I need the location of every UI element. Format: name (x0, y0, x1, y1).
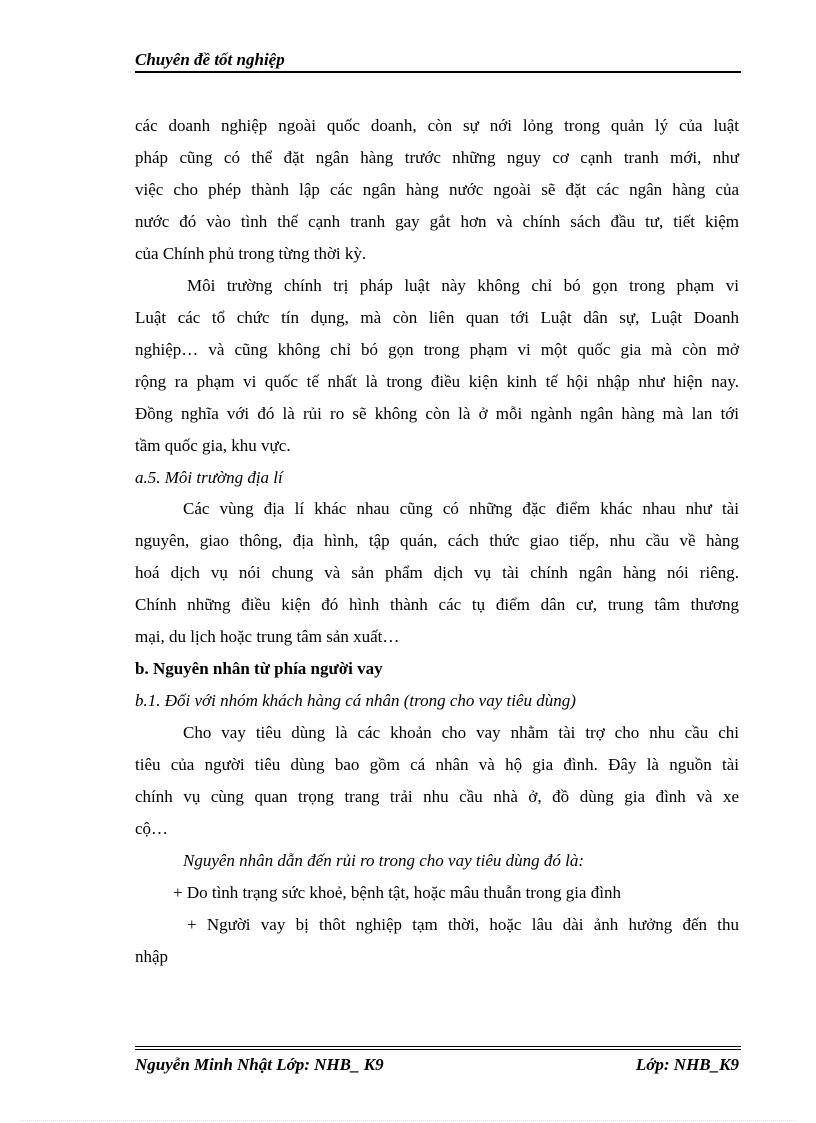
paragraph-line: việc cho phép thành lập các ngân hàng nước ngoài sẽ đặt các ngân hàng của (135, 180, 739, 199)
section-heading-b: b. Nguyên nhân từ phía người vay (135, 659, 383, 678)
paragraph-line: rộng ra phạm vi quốc tế nhất là trong điều kiện kinh tế hội nhập như hiện nay. (135, 372, 739, 391)
paragraph-line: pháp cũng có thể đặt ngân hàng trước những nguy cơ cạnh tranh mới, như (135, 148, 739, 167)
bullet-line: + Người vay bị thôt nghiệp tạm thời, hoặc lâu dài ảnh hưởng đến thu (187, 915, 739, 934)
paragraph-line: Đồng nghĩa với đó là rủi ro sẽ không còn là ở mỗi ngành ngân hàng mà lan tới (135, 404, 739, 423)
paragraph-line: Môi trường chính trị pháp luật này không chỉ bó gọn trong phạm vi (187, 276, 739, 295)
paragraph-line: Chính những điều kiện đó hình thành các tụ điểm dân cư, trung tâm thương (135, 595, 739, 614)
page-edge (20, 1120, 796, 1121)
paragraph-line: mại, du lịch hoặc trung tâm sản xuất… (135, 627, 400, 646)
header-rule (135, 71, 741, 73)
paragraph-line: tầm quốc gia, khu vực. (135, 436, 291, 455)
page-footer (135, 1046, 741, 1082)
paragraph-line: nghiệp… và cũng không chỉ bó gọn trong phạm vi một quốc gia mà còn mở (135, 340, 739, 359)
paragraph-line: Các vùng địa lí khác nhau cũng có những đặc điểm khác nhau như tài (183, 499, 739, 518)
paragraph-line: Luật các tổ chức tín dụng, mà còn liên quan tới Luật dân sự, Luật Doanh (135, 308, 739, 327)
header-title: Chuyên đề tốt nghiệp (135, 50, 285, 69)
paragraph-line: chính vụ cùng quan trọng trang trải nhu cầu nhà ở, đồ dùng gia đình và xe (135, 787, 739, 806)
paragraph-line: các doanh nghiệp ngoài quốc doanh, còn sự nới lỏng trong quản lý của luật (135, 116, 739, 135)
italic-intro-line: Nguyên nhân dẫn đến rủi ro trong cho vay tiêu dùng đó là: (183, 851, 585, 870)
document-body (135, 110, 739, 973)
footer-class: Lớp: NHB_K9 (635, 1055, 739, 1074)
footer-author: Nguyễn Minh Nhật Lớp: NHB_ K9 (135, 1055, 384, 1074)
paragraph-line: nhập (135, 947, 169, 966)
bullet-line: + Do tình trạng sức khoẻ, bệnh tật, hoặc mâu thuẫn trong gia đình (173, 883, 621, 902)
footer-rule (135, 1046, 741, 1047)
paragraph-line: nguyên, giao thông, địa hình, tập quán, cách thức giao tiếp, nhu cầu về hàng (135, 531, 739, 550)
section-heading-b1: b.1. Đối với nhóm khách hàng cá nhân (trong cho vay tiêu dùng) (135, 691, 576, 710)
paragraph-line: nước đó vào tình thế cạnh tranh gay gắt hơn và chính sách đầu tư, tiết kiệm (135, 212, 739, 231)
page-header (135, 50, 741, 74)
paragraph-line: của Chính phủ trong từng thời kỳ. (135, 244, 367, 263)
paragraph-line: Cho vay tiêu dùng là các khoản cho vay nhằm tài trợ cho nhu cầu chi (183, 723, 739, 742)
section-heading-a5: a.5. Môi trường địa lí (135, 468, 283, 487)
paragraph-line: hoá dịch vụ nói chung và sản phẩm dịch vụ tài chính ngân hàng nói riêng. (135, 563, 739, 582)
paragraph-line: cộ… (135, 819, 169, 838)
paragraph-line: tiêu của người tiêu dùng bao gồm cá nhân và hộ gia đình. Đây là nguồn tài (135, 755, 739, 774)
footer-rule (135, 1049, 741, 1050)
